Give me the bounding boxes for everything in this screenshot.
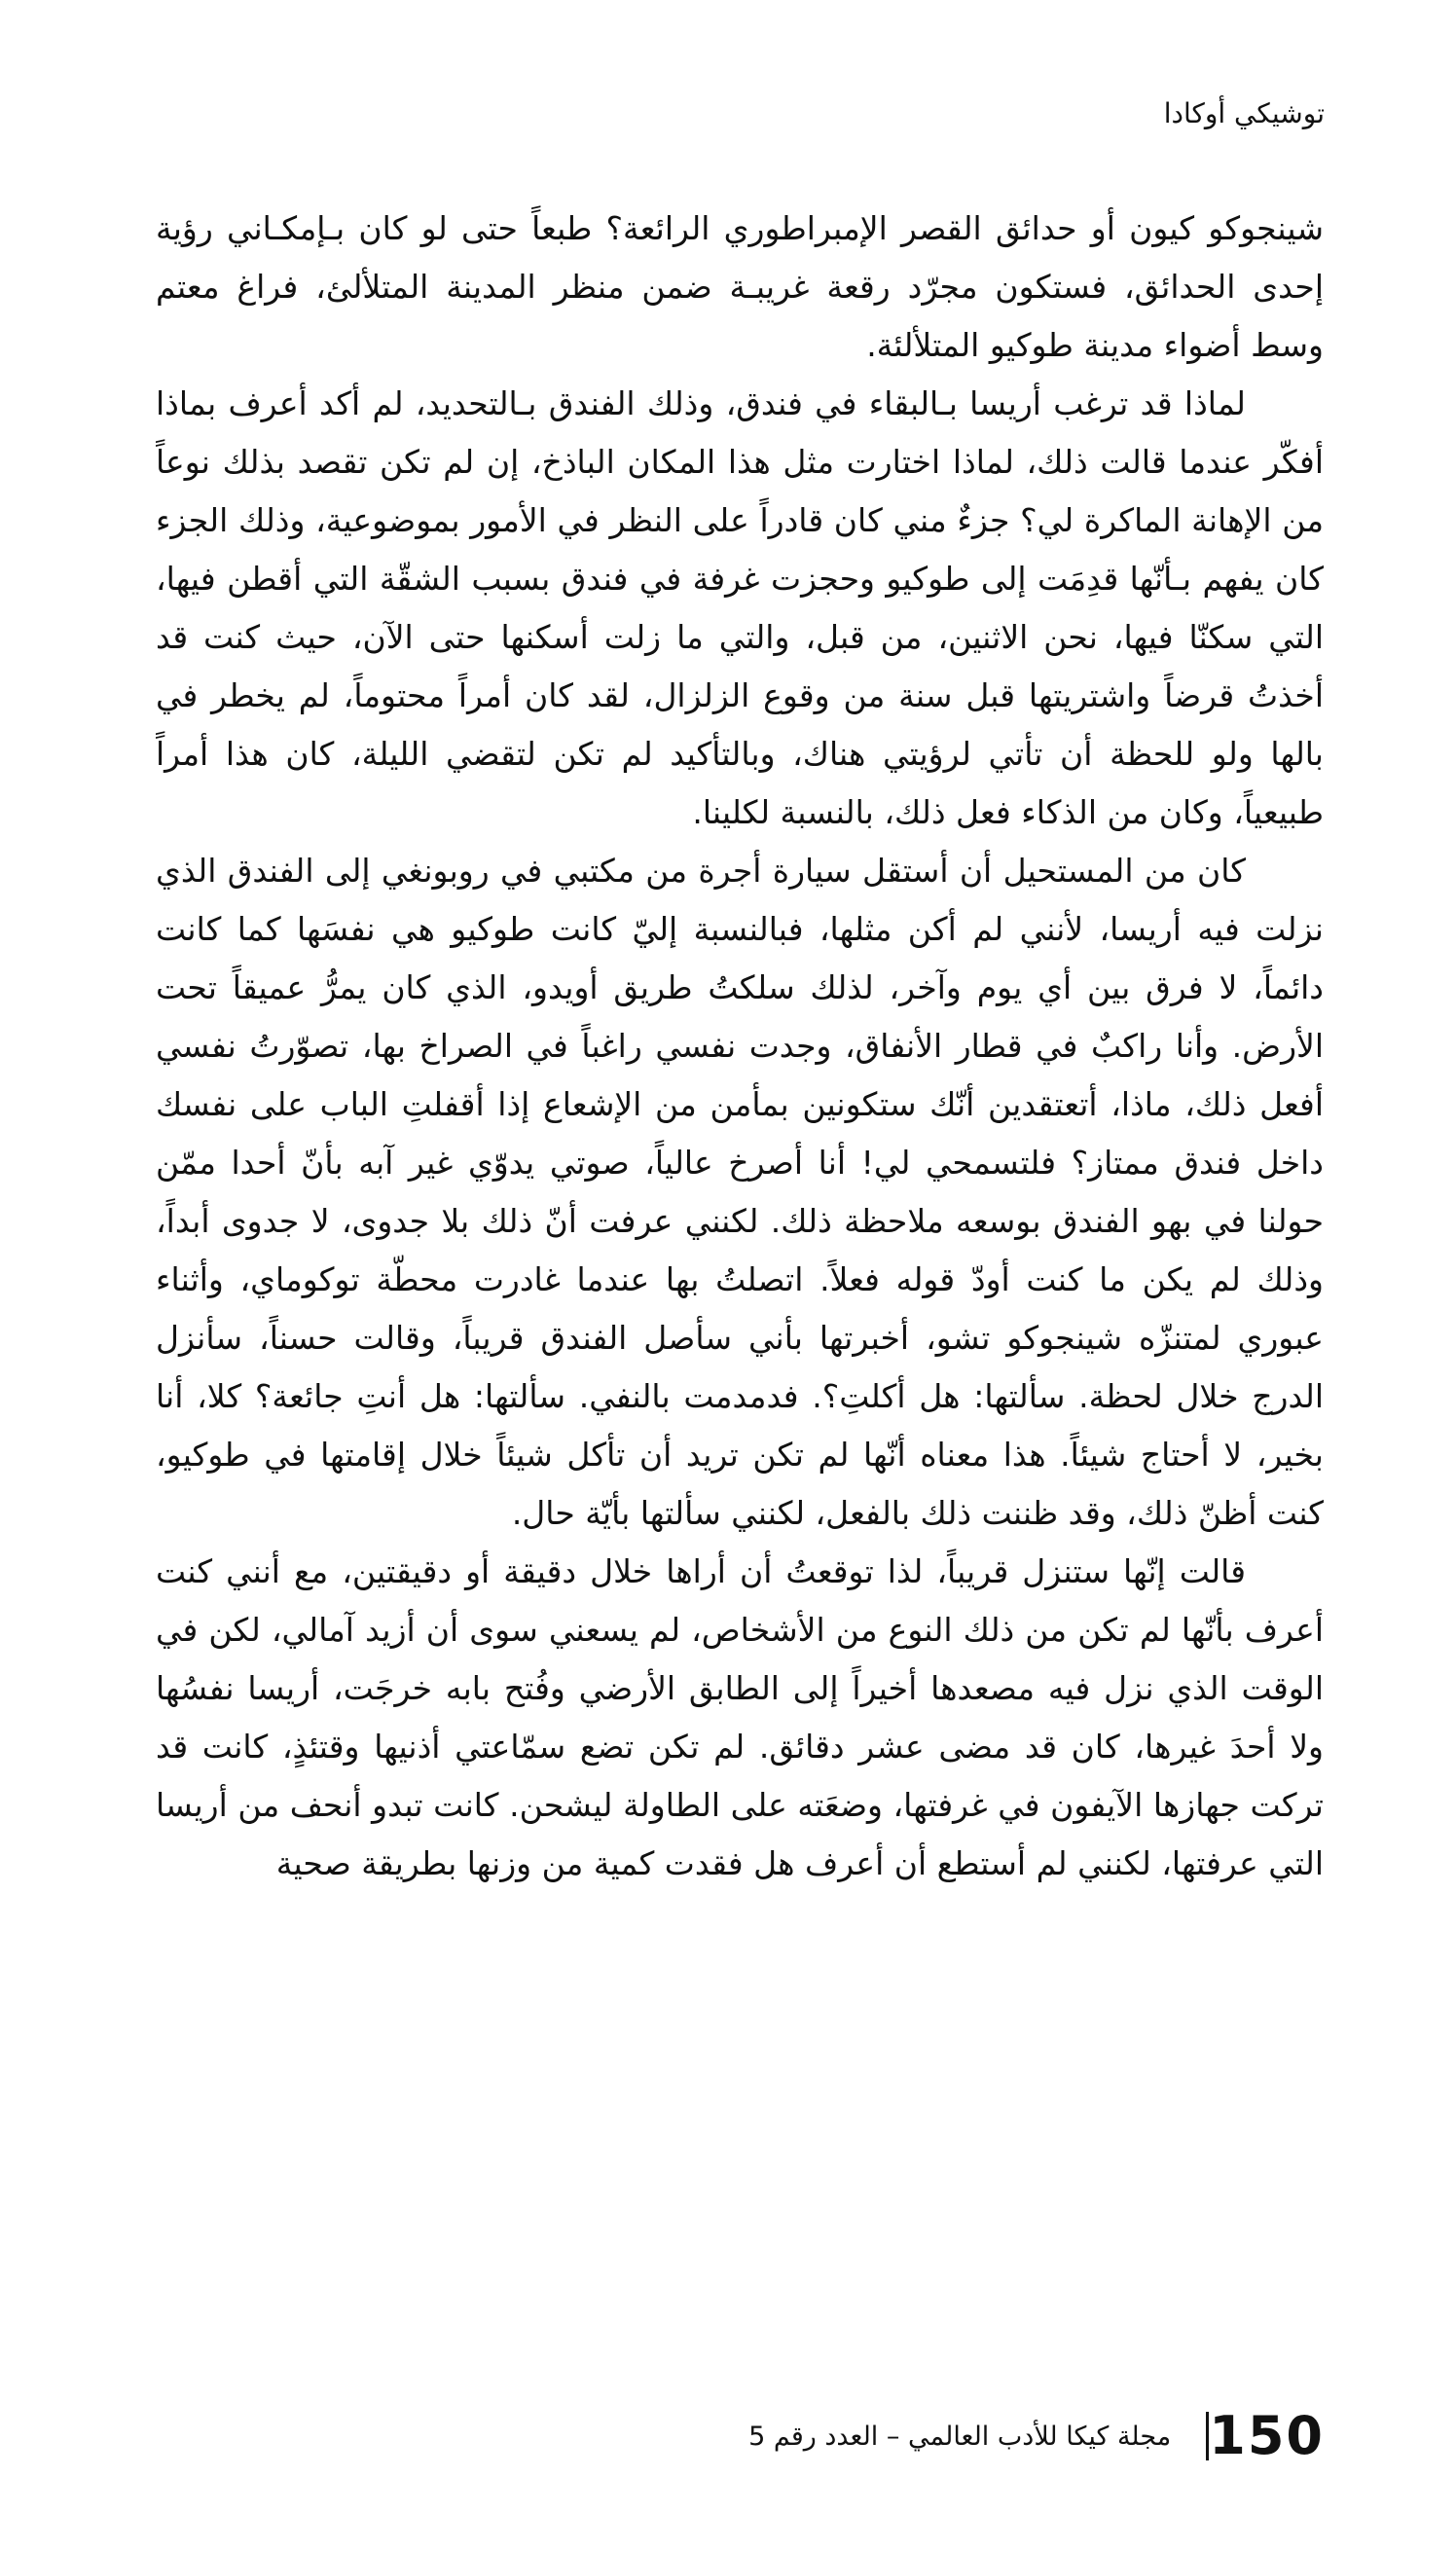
- body-paragraph: لماذا قد ترغب أريسا بـالبقاء في فندق، وذلك الفندق بـالتحديد، لم أكد أعرف بماذا أفكّر عندما قالت ذلك، لماذا اختارت مثل هذا المكان الباذخ، إن لم تكن تقصد بذلك نوعاً من الإهانة الماكرة لي؟ جزءٌ مني كان قادراً على النظر في الأمور بموضوعية، وذلك الجزء كان يفهم بـأنّها قدِمَت إلى طوكيو وحجزت غرفة في فندق بسبب الشقّة التي أقطن فيها، التي سكنّا فيها، نحن الاثنين، من قبل، والتي ما زلت أسكنها حتى الآن، حيث كنت قد أخذتُ قرضاً واشتريتها قبل سنة من وقوع الزلزال، لقد كان أمراً محتوماً، لم يخطر في بالها ولو للحظة أن تأتي لرؤيتي هناك، وبالتأكيد لم تكن لتقضي الليلة، كان هذا أمراً طبيعياً، وكان من الذكاء فعل ذلك، بالنسبة لكلينا.: [156, 384, 1324, 831]
- footer-divider: [1206, 2412, 1209, 2460]
- running-header-author: توشيكي أوكادا: [1163, 97, 1325, 129]
- page-footer: [748, 2405, 1325, 2466]
- body-paragraph: قالت إنّها ستنزل قريباً، لذا توقعتُ أن أراها خلال دقيقة أو دقيقتين، مع أنني كنت أعرف بأنّها لم تكن من ذلك النوع من الأشخاص، لم يسعني سوى أن أزيد آمالي، لكن في الوقت الذي نزل فيه مصعدها أخيراً إلى الطابق الأرضي وفُتح بابه خرجَت، أريسا نفسُها ولا أحدَ غيرها، كان قد مضى عشر دقائق. لم تكن تضع سمّاعتي أذنيها وقتئذٍ، كانت قد تركت جهازها الآيفون في غرفتها، وضعَته على الطاولة ليشحن. كانت تبدو أنحف من أريسا التي عرفتها، لكنني لم أستطع أن أعرف هل فقدت كمية من وزنها بطريقة صحية: [156, 1552, 1324, 1882]
- body-paragraph: شينجوكو كيون أو حدائق القصر الإمبراطوري الرائعة؟ طبعاً حتى لو كان بـإمكـاني رؤية إحدى الحدائق، فستكون مجرّد رقعة غريبـة ضمن منظر المدينة المتلألئ، فراغ معتم وسط أضواء مدينة طوكيو المتلألئة.: [156, 209, 1324, 364]
- article-body: [156, 200, 1324, 2360]
- journal-issue-line: مجلة كيكا للأدب العالمي – العدد رقم 5: [748, 2421, 1172, 2452]
- body-paragraph: كان من المستحيل أن أستقل سيارة أجرة من مكتبي في روبونغي إلى الفندق الذي نزلت فيه أريسا، لأنني لم أكن مثلها، فبالنسبة إليّ كانت طوكيو هي نفسَها كما كانت دائماً، لا فرق بين أي يوم وآخر، لذلك سلكتُ طريق أويدو، الذي كان يمرُّ عميقاً تحت الأرض. وأنا راكبٌ في قطار الأنفاق، وجدت نفسي راغباً في الصراخ بها، تصوّرتُ نفسي أفعل ذلك، ماذا، أتعتقدين أنّك ستكونين بمأمن من الإشعاع إذا أقفلتِ الباب على نفسك داخل فندق ممتاز؟ فلتسمحي لي! أنا أصرخ عالياً، صوتي يدوّي غير آبه بأنّ أحدا ممّن حولنا في بهو الفندق بوسعه ملاحظة ذلك. لكنني عرفت أنّ ذلك بلا جدوى، لا جدوى أبداً، وذلك لم يكن ما كنت أودّ قوله فعلاً. اتصلتُ بها عندما غادرت محطّة توكوماي، وأثناء عبوري لمتنزّه شينجوكو تشو، أخبرتها بأني سأصل الفندق قريباً، وقالت حسناً، سأنزل الدرج خلال لحظة. سألتها: هل أكلتِ؟. فدمدمت بالنفي. سألتها: هل أنتِ جائعة؟ كلا، أنا بخير، لا أحتاج شيئاً. هذا معناه أنّها لم تكن تريد أن تأكل شيئاً خلال إقامتها في طوكيو، كنت أظنّ ذلك، وقد ظننت ذلك بالفعل، لكنني سألتها بأيّة حال.: [156, 852, 1324, 1532]
- page-number: 150: [1209, 2405, 1325, 2466]
